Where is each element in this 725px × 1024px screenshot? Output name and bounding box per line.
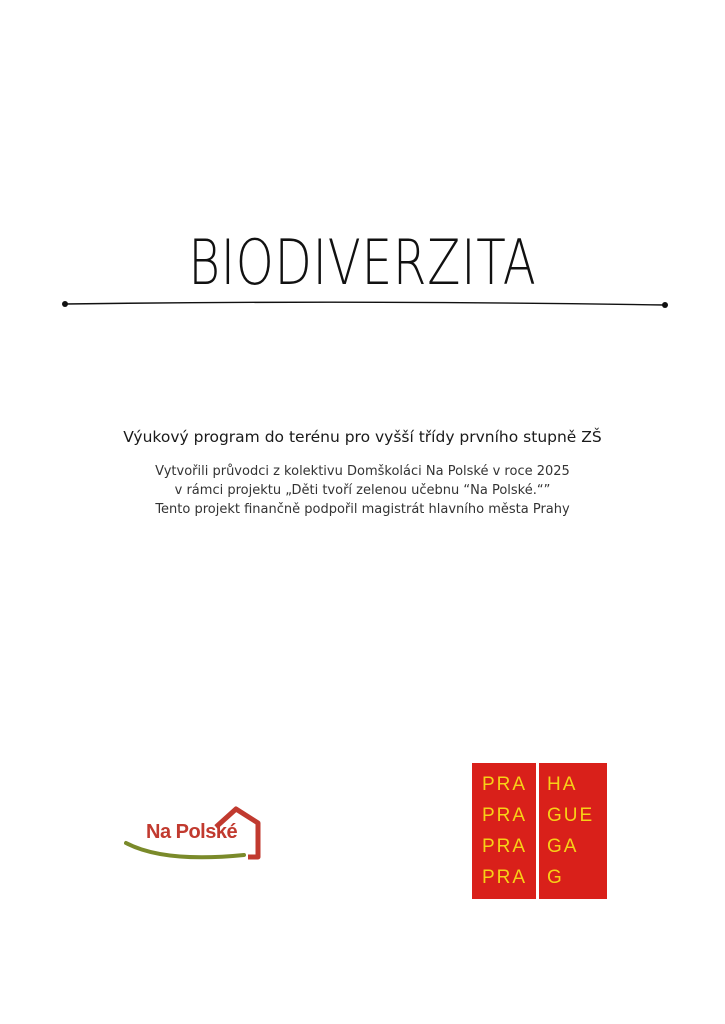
praha-logo-left-column xyxy=(472,763,539,899)
credits-block xyxy=(0,462,725,519)
praha-logo-right-column xyxy=(539,763,594,899)
praha-logo-text: PRA xyxy=(482,866,528,888)
credits-line: Tento projekt finančně podpořil magistrát hlavního města Prahy xyxy=(155,502,570,517)
na-polske-logo xyxy=(124,805,264,865)
credits-line: Vytvořili průvodci z kolektivu Domškoláci Na Polské v roce 2025 xyxy=(155,464,570,479)
title-divider xyxy=(60,296,670,312)
praha-logo-text: PRA xyxy=(482,835,528,857)
praha-logo-text: PRA xyxy=(482,773,528,795)
praha-logo-text: GUE xyxy=(547,804,595,826)
credits-line: v rámci projektu „Děti tvoří zelenou učebnu “Na Polské.“” xyxy=(174,483,551,498)
praha-logo-text: G xyxy=(547,866,564,888)
praha-logo-text: HA xyxy=(547,773,578,795)
praha-logo xyxy=(472,763,607,899)
document-title: BIODIVERZITA xyxy=(188,226,537,299)
program-subtitle: Výukový program do terénu pro vyšší třídy prvního stupně ZŠ xyxy=(123,428,602,446)
praha-logo-text: GA xyxy=(547,835,579,857)
logo-text: Na Polské xyxy=(146,821,238,843)
praha-logo-text: PRA xyxy=(482,804,528,826)
